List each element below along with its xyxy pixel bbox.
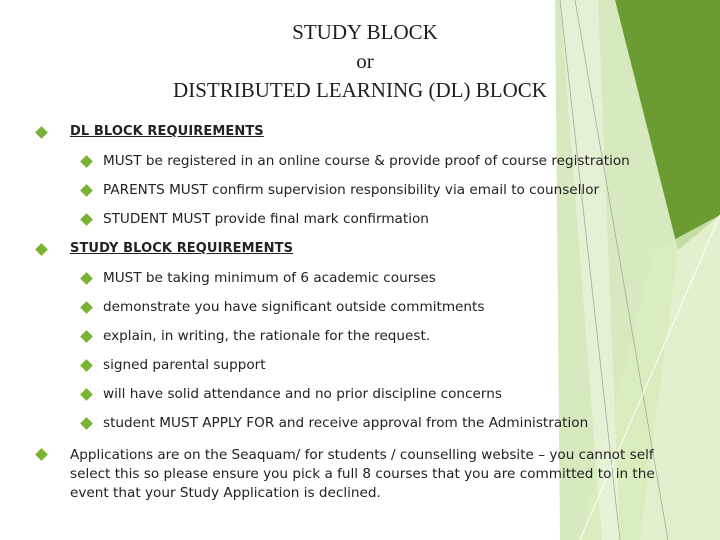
study-item: signed parental support bbox=[103, 357, 266, 373]
dl-item: MUST be registered in an online course & provide proof of course registration bbox=[103, 153, 630, 169]
dl-item: STUDENT MUST provide final mark confirmation bbox=[103, 211, 429, 227]
dl-item: PARENTS MUST confirm supervision responsibility via email to counsellor bbox=[103, 182, 600, 198]
study-item: MUST be taking minimum of 6 academic courses bbox=[103, 270, 436, 286]
study-item: explain, in writing, the rationale for the request. bbox=[103, 328, 431, 344]
study-item: student MUST APPLY FOR and receive approval from the Administration bbox=[103, 415, 589, 431]
title-line-3: DISTRIBUTED LEARNING (DL) BLOCK bbox=[173, 78, 547, 102]
study-heading: STUDY BLOCK REQUIREMENTS bbox=[70, 241, 294, 256]
dl-heading: DL BLOCK REQUIREMENTS bbox=[70, 124, 264, 139]
study-item: demonstrate you have significant outside commitments bbox=[103, 299, 485, 315]
title-line-1: STUDY BLOCK bbox=[292, 20, 438, 44]
title-line-2: or bbox=[356, 49, 374, 73]
study-item: will have solid attendance and no prior discipline concerns bbox=[103, 386, 502, 402]
applications-note: Applications are on the Seaquam/ for students / counselling website – you cannot self select this so please ensure you pick a full 8 courses that you are committed to in the event that your Study Application is declined. bbox=[70, 447, 655, 501]
